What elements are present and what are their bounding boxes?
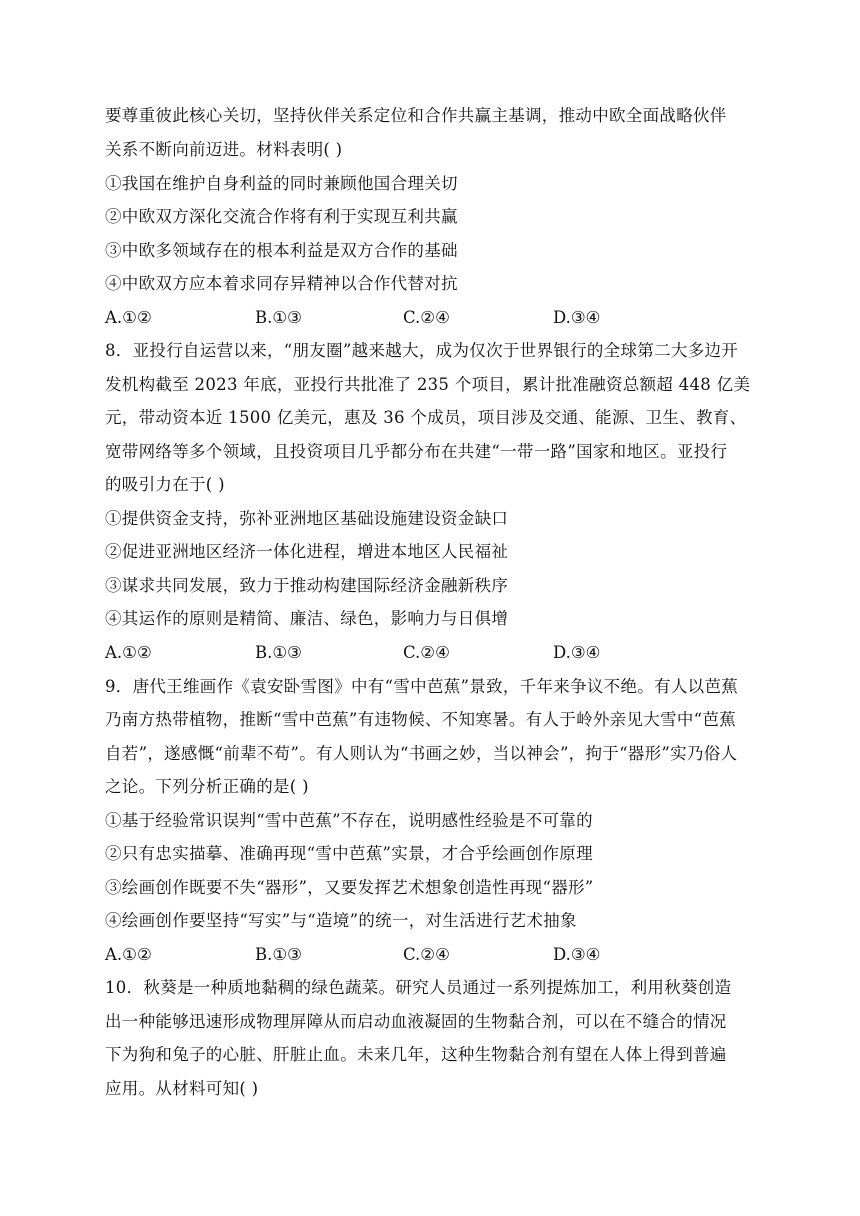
q8-option-a[interactable]: A.①② [105, 643, 152, 662]
q9-text-line-4: 之论。下列分析正确的是( ) [105, 777, 309, 796]
q8-statement-4: ④其运作的原则是精简、廉洁、绿色，影响力与日俱增 [105, 609, 509, 628]
q8-statement-2: ②促进亚洲地区经济一体化进程，增进本地区人民福祉 [105, 542, 509, 561]
q7-statement-3: ③中欧多领域存在的根本利益是双方合作的基础 [105, 241, 458, 260]
q8-statement-1: ①提供资金支持，弥补亚洲地区基础设施建设资金缺口 [105, 509, 509, 528]
q7-option-a[interactable]: A.①② [105, 308, 152, 327]
q8-statement-3: ③谋求共同发展，致力于推动构建国际经济金融新秩序 [105, 576, 509, 595]
q9-option-d[interactable]: D.③④ [553, 945, 601, 964]
q9-statement-1: ①基于经验常识误判“雪中芭蕉”不存在，说明感性经验是不可靠的 [105, 811, 593, 830]
q9-option-b[interactable]: B.①③ [255, 945, 302, 964]
q8-text-line-2: 发机构截至 2023 年底，亚投行共批准了 235 个项目，累计批准融资总额超 448 亿美 [105, 375, 751, 394]
q7-statement-2: ②中欧双方深化交流合作将有利于实现互利共赢 [105, 207, 458, 226]
q9-option-c[interactable]: C.②④ [403, 945, 450, 964]
q9-statement-2: ②只有忠实描摹、准确再现“雪中芭蕉”实景，才合乎绘画创作原理 [105, 844, 593, 863]
q10-text-line-1: 10．秋葵是一种质地黏稠的绿色蔬菜。研究人员通过一系列提炼加工，利用秋葵创造 [105, 978, 732, 997]
q7-option-d[interactable]: D.③④ [553, 308, 601, 327]
q9-statement-3: ③绘画创作既要不失“器形”，又要发挥艺术想象创造性再现“器形” [105, 878, 594, 897]
q9-option-a[interactable]: A.①② [105, 945, 152, 964]
q8-text-line-3: 元，带动资本近 1500 亿美元，惠及 36 个成员，项目涉及交通、能源、卫生、教育、 [105, 408, 747, 427]
q7-option-b[interactable]: B.①③ [255, 308, 302, 327]
q8-text-line-1: 8．亚投行自运营以来，“朋友圈”越来越大，成为仅次于世界银行的全球第二大多边开 [105, 341, 739, 360]
q8-text-line-4: 宽带网络等多个领域，且投资项目几乎都分布在共建“一带一路”国家和地区。亚投行 [105, 442, 728, 461]
q9-text-line-3: 自若”，遂感慨“前辈不苟”。有人则认为“书画之妙，当以神会”，拘于“器形”实乃俗人 [105, 744, 738, 763]
q9-options [105, 943, 765, 967]
q7-options [105, 306, 765, 330]
q8-text-line-5: 的吸引力在于( ) [105, 475, 225, 494]
q10-text-line-3: 下为狗和兔子的心脏、肝脏止血。未来几年，这种生物黏合剂有望在人体上得到普遍 [105, 1045, 727, 1064]
q7-option-c[interactable]: C.②④ [403, 308, 450, 327]
q9-text-line-2: 乃南方热带植物，推断“雪中芭蕉”有违物候、不知寒暑。有人于岭外亲见大雪中“芭蕉 [105, 710, 737, 729]
q8-option-c[interactable]: C.②④ [403, 643, 450, 662]
q7-text-line-2: 关系不断向前迈进。材料表明( ) [105, 140, 343, 159]
q8-option-b[interactable]: B.①③ [255, 643, 302, 662]
q7-text-line-1: 要尊重彼此核心关切，坚持伙伴关系定位和合作共赢主基调，推动中欧全面战略伙伴 [105, 106, 727, 125]
q9-statement-4: ④绘画创作要坚持“写实”与“造境”的统一，对生活进行艺术抽象 [105, 911, 577, 930]
q7-statement-4: ④中欧双方应本着求同存异精神以合作代替对抗 [105, 274, 458, 293]
q8-option-d[interactable]: D.③④ [553, 643, 601, 662]
q9-text-line-1: 9．唐代王维画作《袁安卧雪图》中有“雪中芭蕉”景致，千年来争议不绝。有人以芭蕉 [105, 677, 739, 696]
q7-statement-1: ①我国在维护自身利益的同时兼顾他国合理关切 [105, 174, 458, 193]
q10-text-line-4: 应用。从材料可知( ) [105, 1079, 259, 1098]
q8-options [105, 641, 765, 665]
q10-text-line-2: 出一种能够迅速形成物理屏障从而启动血液凝固的生物黏合剂，可以在不缝合的情况 [105, 1012, 727, 1031]
